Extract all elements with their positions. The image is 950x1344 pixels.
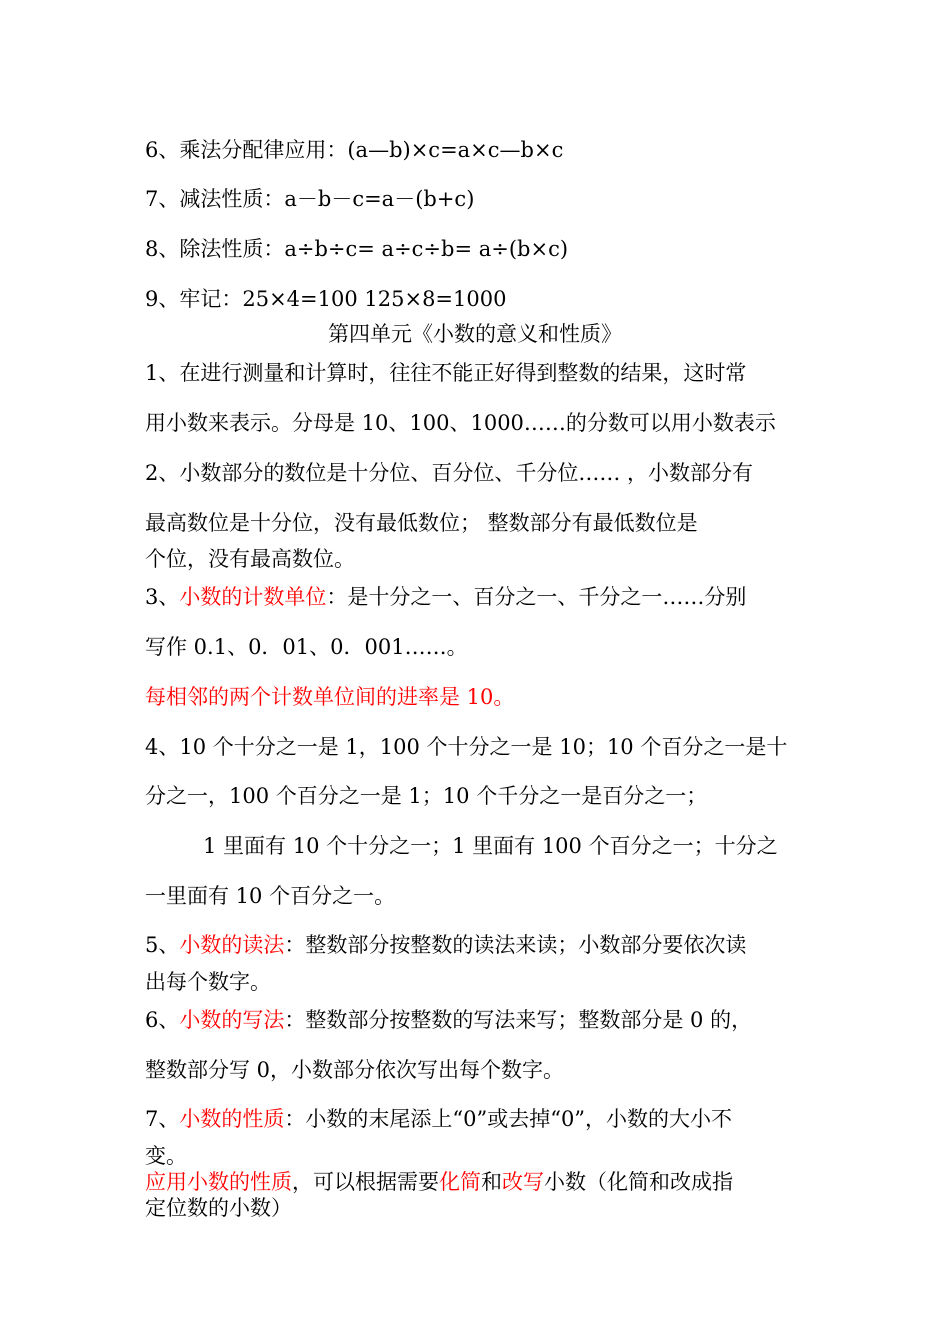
apply-mid-text: ，可以根据需要 (292, 1170, 439, 1194)
rule-8: 8、除法性质：a÷b÷c= a÷c÷b= a÷(b×c) (145, 237, 569, 261)
section-5-rest: ：整数部分按整数的读法来读；小数部分要依次读 (284, 933, 747, 957)
section-4-line-2: 分之一，100 个百分之一是 1；10 个千分之一是百分之一； (145, 784, 708, 808)
section-3-number: 3、 (145, 585, 180, 609)
section-6-number: 6、 (145, 1008, 180, 1032)
section-6-line-1 (145, 1006, 752, 1034)
section-6-rest: ：整数部分按整数的写法来写；整数部分是 0 的， (284, 1008, 753, 1032)
section-4-line-3: 1 里面有 10 个十分之一；1 里面有 100 个百分之一；十分之 (203, 834, 778, 858)
section-6-term: 小数的写法 (179, 1008, 285, 1032)
apply-end-text: 小数（化简和改成指 (544, 1170, 733, 1194)
section-1-line-2: 用小数来表示。分母是 10、100、1000……的分数可以用小数表示 (145, 411, 776, 435)
section-7-line-4: 定位数的小数） (145, 1196, 292, 1220)
rule-9: 9、牢记：25×4=100 125×8=1000 (145, 287, 507, 311)
rule-7: 7、减法性质：a－b－c=a－(b+c) (145, 187, 475, 211)
section-1-line-1: 1、在进行测量和计算时，往往不能正好得到整数的结果，这时常 (145, 361, 747, 385)
section-5-number: 5、 (145, 933, 180, 957)
section-7-line-1 (145, 1105, 732, 1133)
apply-property-term: 应用小数的性质 (145, 1170, 292, 1194)
section-7-number: 7、 (145, 1107, 180, 1131)
section-4-line-4: 一里面有 10 个百分之一。 (145, 884, 396, 908)
section-4-line-1: 4、10 个十分之一是 1，100 个十分之一是 10；10 个百分之一是十 (145, 735, 788, 759)
simplify-term: 化简 (439, 1170, 481, 1194)
section-2-line-2: 最高数位是十分位，没有最低数位； 整数部分有最低数位是 (145, 511, 698, 535)
section-7-line-2: 变。 (145, 1144, 187, 1168)
rewrite-term: 改写 (502, 1170, 544, 1194)
section-7-rest: ：小数的末尾添上“0”或去掉“0”，小数的大小不 (284, 1107, 733, 1131)
section-3-line-3: 每相邻的两个计数单位间的进率是 10。 (145, 685, 515, 709)
section-7-term: 小数的性质 (179, 1107, 285, 1131)
section-2-line-3: 个位，没有最高数位。 (145, 547, 355, 571)
section-3-line-2: 写作 0.1、0．01、0．001……。 (145, 635, 468, 659)
section-6-line-2: 整数部分写 0，小数部分依次写出每个数字。 (145, 1058, 565, 1082)
section-5-term: 小数的读法 (179, 933, 285, 957)
section-5-line-2: 出每个数字。 (145, 970, 271, 994)
section-3-rest: ：是十分之一、百分之一、千分之一……分别 (326, 585, 747, 609)
unit-title: 第四单元《小数的意义和性质》 (328, 322, 622, 346)
section-3-term: 小数的计数单位 (179, 585, 327, 609)
section-7-line-3 (145, 1168, 733, 1196)
section-3-line-1 (145, 583, 746, 611)
and-text: 和 (481, 1170, 502, 1194)
section-2-line-1: 2、小数部分的数位是十分位、百分位、千分位…… ，小数部分有 (145, 461, 754, 485)
section-5-line-1 (145, 931, 746, 959)
rule-6: 6、乘法分配律应用：(a—b)×c=a×c—b×c (145, 138, 564, 162)
